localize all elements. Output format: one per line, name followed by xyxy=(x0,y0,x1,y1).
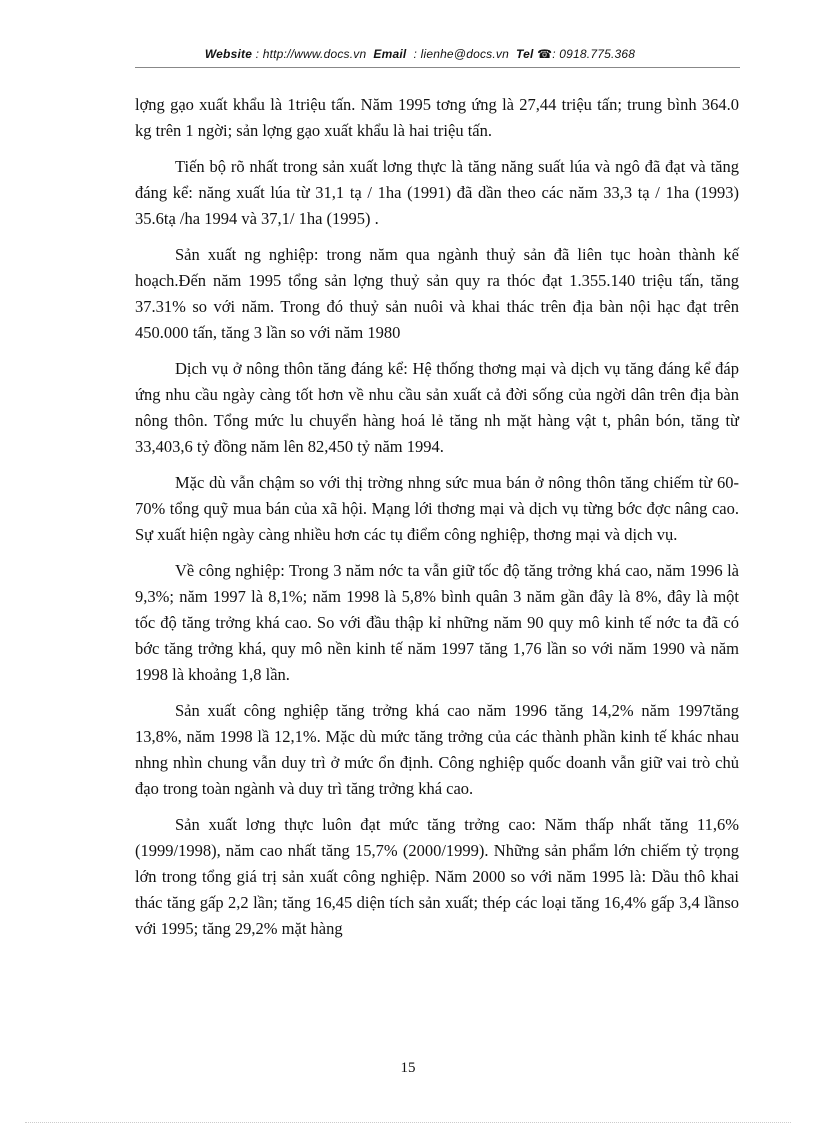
phone-icon: ☎ xyxy=(537,47,553,61)
website-url[interactable]: : http://www.docs.vn xyxy=(255,47,367,61)
paragraph-7: Sản xuất công nghiệp tăng trởng khá cao năm 1996 tăng 14,2% năm 1997tăng 13,8%, năm 1998 lầ 12,1%. Mặc dù mức tăng trởng của các thành phần kinh tế khác nhau nhng nhìn chung vẫn duy trì ở mức ổn định. Công nghiệp quốc doanh vẫn giữ vai trò chủ đạo trong toàn ngành và duy trì tăng trởng khá cao. xyxy=(135,701,739,798)
document-body xyxy=(135,92,739,952)
tel-number: : 0918.775.368 xyxy=(552,47,636,61)
website-label: Website xyxy=(204,47,253,61)
header-rule xyxy=(135,67,740,68)
tel-label: Tel xyxy=(516,47,534,61)
paragraph-5: Mặc dù vẫn chậm so với thị trờng nhng sức mua bán ở nông thôn tăng chiếm từ 60-70% tổng quỹ mua bán của xã hội. Mạng lới thơng mại và dịch vụ từng bớc đợc nâng cao. Sự xuất hiện ngày càng nhiều hơn các tụ điểm công nghiệp, thơng mại và dịch vụ. xyxy=(135,473,739,544)
email-address[interactable]: : lienhe@docs.vn xyxy=(413,47,509,61)
paragraph-8: Sản xuất lơng thực luôn đạt mức tăng trởng cao: Năm thấp nhất tăng 11,6% (1999/1998), năm cao nhất tăng 15,7% (2000/1999). Những sản phẩm lớn chiếm tỷ trọng lớn trong tổng giá trị sản xuất công nghiệp. Năm 2000 so với năm 1995 là: Dầu thô khai thác tăng gấp 2,2 lần; tăng 16,45 diện tích sản xuất; thép các loại tăng 16,4% gấp 3,4 lầnso với 1995; tăng 29,2% mặt hàng xyxy=(135,815,739,938)
paragraph-2: Tiến bộ rõ nhất trong sản xuất lơng thực là tăng năng suất lúa và ngô đã đạt và tăng đáng kể: năng xuất lúa từ 31,1 tạ / 1ha (1991) đã dần theo các năm 33,3 tạ / 1ha (1993) 35.6tạ /ha 1994 và 37,1/ 1ha (1995) . xyxy=(135,157,739,228)
page-number: 15 xyxy=(400,1060,416,1076)
paragraph-1: lợng gạo xuất khẩu là 1triệu tấn. Năm 1995 tơng ứng là 27,44 triệu tấn; trung bình 364.0 kg trên 1 ngời; sản lợng gạo xuất khẩu là hai triệu tấn. xyxy=(135,95,739,140)
email-label: Email xyxy=(373,47,407,61)
paragraph-6: Về công nghiệp: Trong 3 năm nớc ta vẫn giữ tốc độ tăng trởng khá cao, năm 1996 là 9,3%; năm 1997 là 8,1%; năm 1998 là 5,8% bình quân 3 năm gần đây là 8%, đây là một tốc độ tăng trởng khá cao. So với đầu thập kỉ những năm 90 quy mô kinh tế nớc ta đã có bớc tăng trởng khá, quy mô nền kinh tế năm 1997 tăng 1,76 lần so với năm 1990 và năm 1998 là khoảng 1,8 lần. xyxy=(135,561,739,684)
paragraph-3: Sản xuất ng nghiệp: trong năm qua ngành thuỷ sản đã liên tục hoàn thành kế hoạch.Đến năm 1995 tổng sản lợng thuỷ sản quy ra thóc đạt 1.355.140 triệu tấn, tăng 37.31% so với năm. Trong đó thuỷ sản nuôi và khai thác trên địa bàn nội hạc đạt trên 450.000 tấn, tăng 3 lần so với năm 1980 xyxy=(135,245,739,342)
paragraph-4: Dịch vụ ở nông thôn tăng đáng kể: Hệ thống thơng mại và dịch vụ tăng đáng kể đáp ứng nhu cầu ngày càng tốt hơn về nhu cầu sản xuất cả đời sống của ngời dân trên địa bàn nông thôn. Tổng mức lu chuyển hàng hoá lẻ tăng nh mặt hàng vật t, phân bón, tăng từ 33,403,6 tỷ đồng năm lên 82,450 tỷ năm 1994. xyxy=(135,359,739,456)
page-header xyxy=(100,47,740,61)
